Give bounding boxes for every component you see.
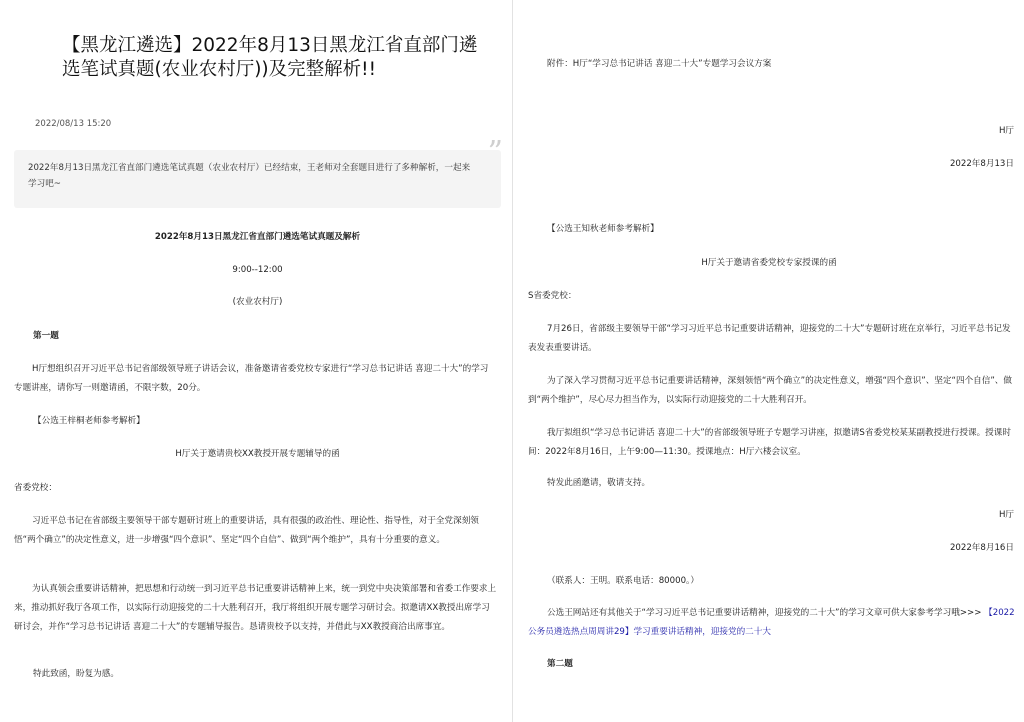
promo-link[interactable]: 【2022公务员遴选热点周周讲29】学习重要讲话精神，迎接党的二十大	[528, 608, 1015, 637]
promo-paragraph	[528, 604, 1022, 642]
question-2-label: 第二题	[547, 659, 573, 669]
exam-org: (农业农村厅)	[232, 297, 283, 307]
question-1-label: 第一题	[33, 331, 59, 341]
quote-mark-icon: ”	[487, 135, 503, 170]
letter-2-closing: 特发此函邀请，敬请支持。	[547, 478, 651, 488]
letter-1-title: H厅关于邀请贵校XX教授开展专题辅导的函	[175, 449, 340, 459]
right-page	[514, 0, 1024, 722]
page-divider	[512, 0, 513, 722]
article-title: 【黑龙江遴选】2022年8月13日黑龙江省直部门遴选笔试真题(农业农村厅))及完整解析!!	[62, 35, 478, 80]
signature-1: H厅	[998, 126, 1014, 136]
letter-1-paragraph-1: 习近平总书记在省部级主要领导干部专题研讨班上的重要讲话，具有很强的政治性、理论性、指导性，对于全党深刻领悟“两个确立”的决定性意义，进一步增强“四个意识”、坚定“四个自信”、做到“两个维护”，具有十分重要的意义。	[14, 516, 479, 545]
signature-2: H厅	[998, 510, 1014, 520]
letter-2-paragraph-1: 7月26日，省部级主要领导干部“学习习近平总书记重要讲话精神，迎接党的二十大”专题研讨班在京举行，习近平总书记发表发表重要讲话。	[528, 324, 1011, 353]
question-1-text: H厅想组织召开习近平总书记省部级领导班子讲话会议，准备邀请省委党校专家进行“学习总书记讲话 喜迎二十大”的学习专题讲座，请你写一则邀请函，不限字数，20分。	[14, 364, 489, 393]
letter-2-paragraph-2: 为了深入学习贯彻习近平总书记重要讲话精神，深刻领悟“两个确立”的决定性意义，增强“四个意识”、坚定“四个自信”、做到“两个维护”，尽心尽力担当作为，以实际行动迎接党的二十大胜利召开。	[528, 376, 1012, 405]
letter-2-salutation: S省委党校：	[528, 291, 577, 301]
attachment-line: 附件：H厅“学习总书记讲话 喜迎二十大”专题学习会议方案	[547, 59, 772, 69]
signature-date-2: 2022年8月16日	[949, 543, 1014, 553]
signature-date-1: 2022年8月13日	[949, 159, 1014, 169]
promo-text: 公选王网站还有其他关于“学习习近平总书记重要讲话精神，迎接党的二十大”的学习文章可供大家参考学习哦>>>	[547, 608, 985, 618]
letter-1-salutation: 省委党校：	[14, 483, 57, 493]
letter-2-paragraph-3: 我厅拟组织“学习总书记讲话 喜迎二十大”的省部级领导班子专题学习讲座，拟邀请S省委党校某某副教授进行授课。授课时间：2022年8月16日，上午9:00—11:30。授课地点：H厅六楼会议室。	[528, 428, 1011, 457]
exam-time: 9:00--12:00	[232, 265, 283, 275]
teacher-1-label: 【公选王梓桐老师参考解析】	[33, 416, 145, 426]
contact-line: （联系人：王明。联系电话：80000。）	[547, 576, 699, 586]
intro-text: 2022年8月13日黑龙江省直部门遴选笔试真题（农业农村厅）已经结束，王老师对全套题目进行了多种解析，一起来学习吧~	[28, 163, 471, 189]
teacher-2-label: 【公选王知秋老师参考解析】	[547, 224, 659, 234]
letter-1-closing: 特此致函，盼复为感。	[33, 669, 119, 679]
letter-1-paragraph-2: 为认真领会重要讲话精神，把思想和行动统一到习近平总书记重要讲话精神上来，统一到党中央决策部署和省委工作要求上来，推动抓好我厅各项工作，以实际行动迎接党的二十大胜利召开，我厅将组织开展专题学习研讨会。拟邀请XX教授出席学习研讨会，并作“学习总书记讲话 喜迎二十大”的专题辅导报告。恳请贵校予以支持，并借此与XX教授商洽出席事宜。	[14, 584, 497, 632]
intro-quote-box	[14, 135, 503, 208]
exam-heading: 2022年8月13日黑龙江省直部门遴选笔试真题及解析	[154, 232, 361, 242]
publish-date: 2022/08/13 15:20	[35, 119, 112, 129]
letter-2-title: H厅关于邀请省委党校专家授课的函	[701, 258, 837, 268]
